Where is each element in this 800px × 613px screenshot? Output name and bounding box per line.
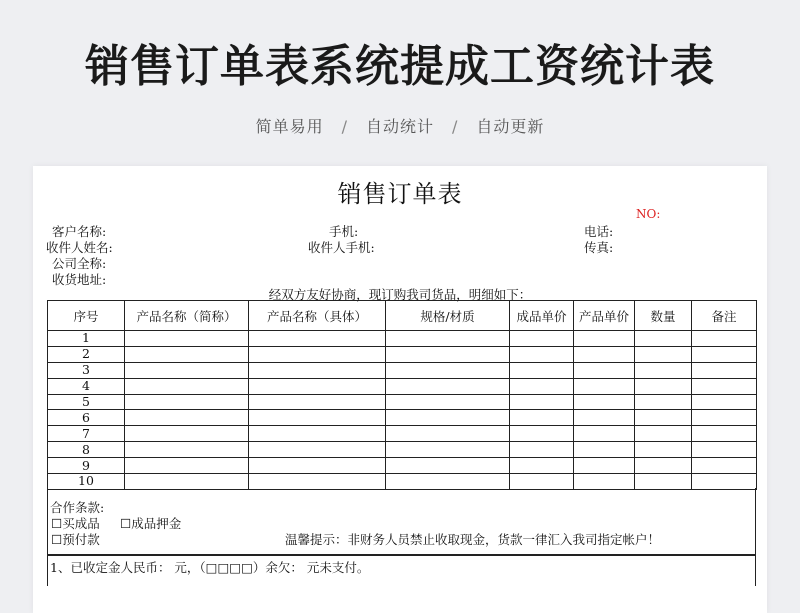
table-row: [48, 458, 757, 474]
table-cell[interactable]: [249, 378, 386, 394]
row-index-cell: 2: [48, 346, 125, 362]
table-cell[interactable]: [249, 331, 386, 347]
table-cell[interactable]: [574, 410, 635, 426]
table-cell[interactable]: [386, 426, 510, 442]
table-cell[interactable]: [510, 346, 574, 362]
col-header-unit-price: 产品单价: [574, 301, 635, 331]
table-cell[interactable]: [635, 458, 692, 474]
payment-summary-row: [47, 555, 756, 586]
table-cell[interactable]: [692, 346, 757, 362]
table-cell[interactable]: [386, 458, 510, 474]
terms-section: [47, 488, 756, 555]
row-index-cell: 1: [48, 331, 125, 347]
table-cell[interactable]: [574, 426, 635, 442]
table-row: [48, 442, 757, 458]
table-cell[interactable]: [510, 442, 574, 458]
option-deposit[interactable]: ☐成品押金: [120, 516, 182, 531]
row-index-cell: 5: [48, 394, 125, 410]
table-cell[interactable]: [510, 394, 574, 410]
table-cell[interactable]: [692, 331, 757, 347]
table-cell[interactable]: [386, 394, 510, 410]
order-number-label: NO:: [636, 207, 661, 221]
tag-separator: /: [452, 117, 459, 136]
table-row: [48, 394, 757, 410]
table-cell[interactable]: [386, 346, 510, 362]
table-cell[interactable]: [635, 394, 692, 410]
table-cell[interactable]: [574, 458, 635, 474]
table-cell[interactable]: [249, 346, 386, 362]
tagline: [0, 114, 800, 137]
tag-easy: 简单易用: [255, 117, 324, 136]
address-label: 收货地址:: [52, 272, 107, 287]
table-cell[interactable]: [692, 442, 757, 458]
table-cell[interactable]: [692, 378, 757, 394]
document-title: 销售订单表: [337, 180, 463, 208]
col-header-product-full: 产品名称（具体）: [249, 301, 386, 331]
table-cell[interactable]: [635, 331, 692, 347]
table-row: [48, 410, 757, 426]
row-index-cell: 10: [48, 474, 125, 490]
table-cell[interactable]: [249, 458, 386, 474]
table-cell[interactable]: [635, 346, 692, 362]
table-cell[interactable]: [125, 426, 249, 442]
payment-notice: 温馨提示：非财务人员禁止收取现金，货款一律汇入我司指定帐户！: [285, 532, 661, 547]
table-cell[interactable]: [125, 442, 249, 458]
mobile-label: 手机:: [329, 224, 359, 239]
table-cell[interactable]: [574, 442, 635, 458]
table-cell[interactable]: [386, 378, 510, 394]
table-cell[interactable]: [692, 410, 757, 426]
col-header-remark: 备注: [692, 301, 757, 331]
table-cell[interactable]: [692, 362, 757, 378]
table-cell[interactable]: [692, 426, 757, 442]
phone-label: 电话:: [584, 224, 614, 239]
table-cell[interactable]: [125, 394, 249, 410]
table-row: [48, 331, 757, 347]
table-cell[interactable]: [692, 458, 757, 474]
table-cell[interactable]: [249, 410, 386, 426]
order-table: [47, 300, 757, 490]
option-buy-finished[interactable]: ☐买成品: [51, 516, 100, 531]
table-cell[interactable]: [249, 362, 386, 378]
table-cell[interactable]: [386, 442, 510, 458]
row-index-cell: 6: [48, 410, 125, 426]
row-index-cell: 3: [48, 362, 125, 378]
table-cell[interactable]: [574, 362, 635, 378]
table-cell[interactable]: [249, 426, 386, 442]
table-cell[interactable]: [574, 378, 635, 394]
recipient-mobile-label: 收件人手机:: [308, 240, 375, 255]
table-cell[interactable]: [510, 362, 574, 378]
col-header-finished-price: 成品单价: [510, 301, 574, 331]
tag-auto-stat: 自动统计: [365, 117, 434, 136]
customer-name-label: 客户名称:: [52, 224, 107, 239]
table-row: [48, 378, 757, 394]
table-row: [48, 426, 757, 442]
table-cell[interactable]: [510, 378, 574, 394]
terms-label: 合作条款:: [50, 500, 105, 515]
table-row: [48, 346, 757, 362]
table-cell[interactable]: [635, 426, 692, 442]
table-cell[interactable]: [125, 378, 249, 394]
row-index-cell: 8: [48, 442, 125, 458]
col-header-index: 序号: [48, 301, 125, 331]
table-cell[interactable]: [249, 394, 386, 410]
table-cell[interactable]: [386, 331, 510, 347]
table-cell[interactable]: [574, 394, 635, 410]
table-cell[interactable]: [510, 410, 574, 426]
table-cell[interactable]: [635, 378, 692, 394]
table-cell[interactable]: [510, 331, 574, 347]
table-cell[interactable]: [125, 410, 249, 426]
col-header-product-short: 产品名称（简称）: [125, 301, 249, 331]
table-cell[interactable]: [125, 331, 249, 347]
order-sheet: [33, 166, 767, 613]
table-row: [48, 362, 757, 378]
row-index-cell: 7: [48, 426, 125, 442]
intro-text: 经双方友好协商，现订购我司货品，明细如下：: [268, 287, 532, 302]
company-label: 公司全称:: [52, 256, 107, 271]
table-cell[interactable]: [635, 362, 692, 378]
table-cell[interactable]: [125, 458, 249, 474]
row-index-cell: 4: [48, 378, 125, 394]
tag-separator: /: [341, 117, 348, 136]
option-prepayment[interactable]: ☐预付款: [51, 532, 100, 547]
table-cell[interactable]: [635, 410, 692, 426]
table-cell[interactable]: [510, 458, 574, 474]
table-cell[interactable]: [574, 346, 635, 362]
recipient-name-label: 收件人姓名:: [46, 240, 113, 255]
table-cell[interactable]: [574, 331, 635, 347]
table-cell[interactable]: [386, 410, 510, 426]
table-cell[interactable]: [249, 442, 386, 458]
table-cell[interactable]: [510, 426, 574, 442]
fax-label: 传真:: [584, 240, 614, 255]
col-header-quantity: 数量: [635, 301, 692, 331]
table-cell[interactable]: [386, 362, 510, 378]
payment-summary-text: 1、已收定金人民币： 元，（□□□□）余欠： 元未支付。: [50, 560, 370, 575]
table-cell[interactable]: [125, 362, 249, 378]
table-cell[interactable]: [692, 394, 757, 410]
row-index-cell: 9: [48, 458, 125, 474]
table-header-row: [48, 301, 757, 331]
col-header-spec: 规格/材质: [386, 301, 510, 331]
table-cell[interactable]: [125, 346, 249, 362]
table-cell[interactable]: [635, 442, 692, 458]
tag-auto-update: 自动更新: [476, 117, 545, 136]
page-title: 销售订单表系统提成工资统计表: [85, 41, 715, 92]
